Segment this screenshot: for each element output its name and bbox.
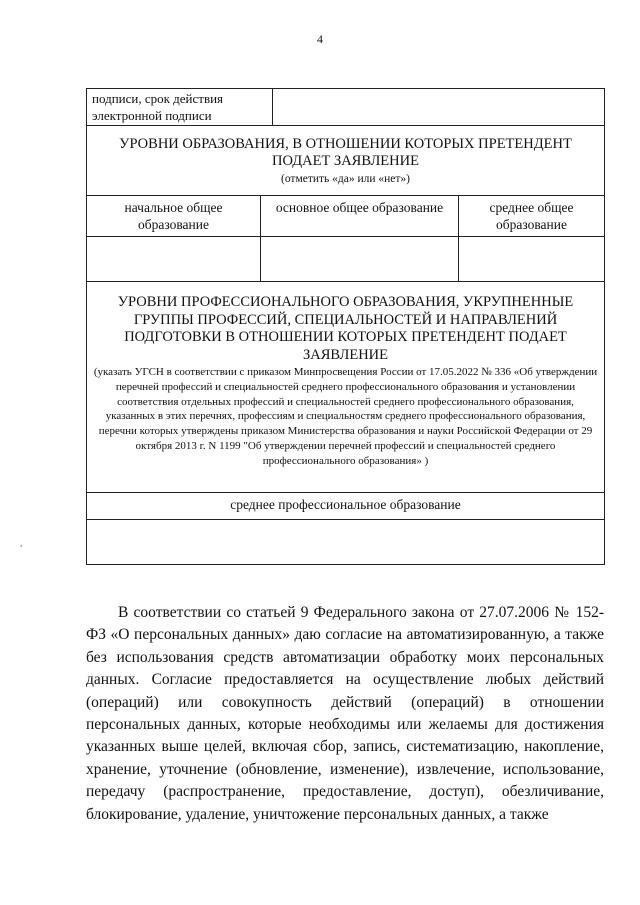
signature-field[interactable] [273, 89, 605, 126]
spo-answer-row [87, 520, 605, 565]
level-label-secondary: среднее общее образование [459, 196, 605, 237]
education-levels-header [87, 126, 605, 196]
spo-label: среднее профессиональное образование [87, 493, 605, 520]
answer-field-primary[interactable] [87, 237, 261, 282]
level-label-primary: начальное общее образование [87, 196, 261, 237]
level-label-basic: основное общее образование [261, 196, 459, 237]
margin-mark: , [20, 538, 23, 548]
spo-answer-field[interactable] [87, 520, 605, 565]
education-levels-labels-row [87, 196, 605, 237]
signature-row [87, 89, 605, 126]
professional-levels-note: (указать УГСН в соответствии с приказом Минпросвещения России от 17.05.2022 № 336 «Об утверждении перечней профессий и специальностей среднего профессионального образования и установлении соответствия отдельных профессий и специальностей среднего профессионального образования, указанных в этих перечнях, профессиям и специальностям среднего профессионального образования, перечни которых утверждены приказом Министерства образования и науки Российской Федерации от 29 октября 2013 г. N 1199 "Об утверждении перечней профессий и специальностей среднего профессионального образования» ) [93, 366, 598, 467]
professional-levels-title: УРОВНИ ПРОФЕССИОНАЛЬНОГО ОБРАЗОВАНИЯ, УКРУПНЕННЫЕ ГРУППЫ ПРОФЕССИЙ, СПЕЦИАЛЬНОСТЕЙ И НАПРАВЛЕНИЙ ПОДГОТОВКИ В ОТНОШЕНИИ КОТОРЫХ ПРЕТЕНДЕНТ ПОДАЕТ ЗАЯВЛЕНИЕ [117, 294, 574, 363]
consent-paragraph: В соответствии со статьей 9 Федерального закона от 27.07.2006 № 152-ФЗ «О персональных данных» даю согласие на автоматизированную, а также без использования средств автоматизации обработку моих персональных данных. Согласие предоставляется на осуществление любых действий (операций) или совокупность действий (операций) в отношении персональных данных, которые необходимы или желаемы для достижения указанных выше целей, включая сбор, запись, систематизацию, накопление, хранение, уточнение (обновление, изменение), извлечение, использование, передачу (распространение, предоставление, доступ), обезличивание, блокирование, удаление, уничтожение персональных данных, а также [86, 604, 604, 823]
spo-label-row [87, 493, 605, 520]
page-number: 4 [317, 32, 323, 46]
application-form-table [86, 88, 605, 565]
professional-levels-header [87, 282, 605, 493]
education-levels-header-row [87, 126, 605, 196]
education-levels-note: (отметить «да» или «нет») [280, 173, 411, 185]
professional-levels-header-row [87, 282, 605, 493]
signature-label: подписи, срок действия электронной подписи [87, 89, 273, 126]
education-levels-answers-row [87, 237, 605, 282]
answer-field-basic[interactable] [261, 237, 459, 282]
education-levels-title: УРОВНИ ОБРАЗОВАНИЯ, В ОТНОШЕНИИ КОТОРЫХ ПРЕТЕНДЕНТ ПОДАЕТ ЗАЯВЛЕНИЕ [119, 136, 572, 169]
answer-field-secondary[interactable] [459, 237, 605, 282]
